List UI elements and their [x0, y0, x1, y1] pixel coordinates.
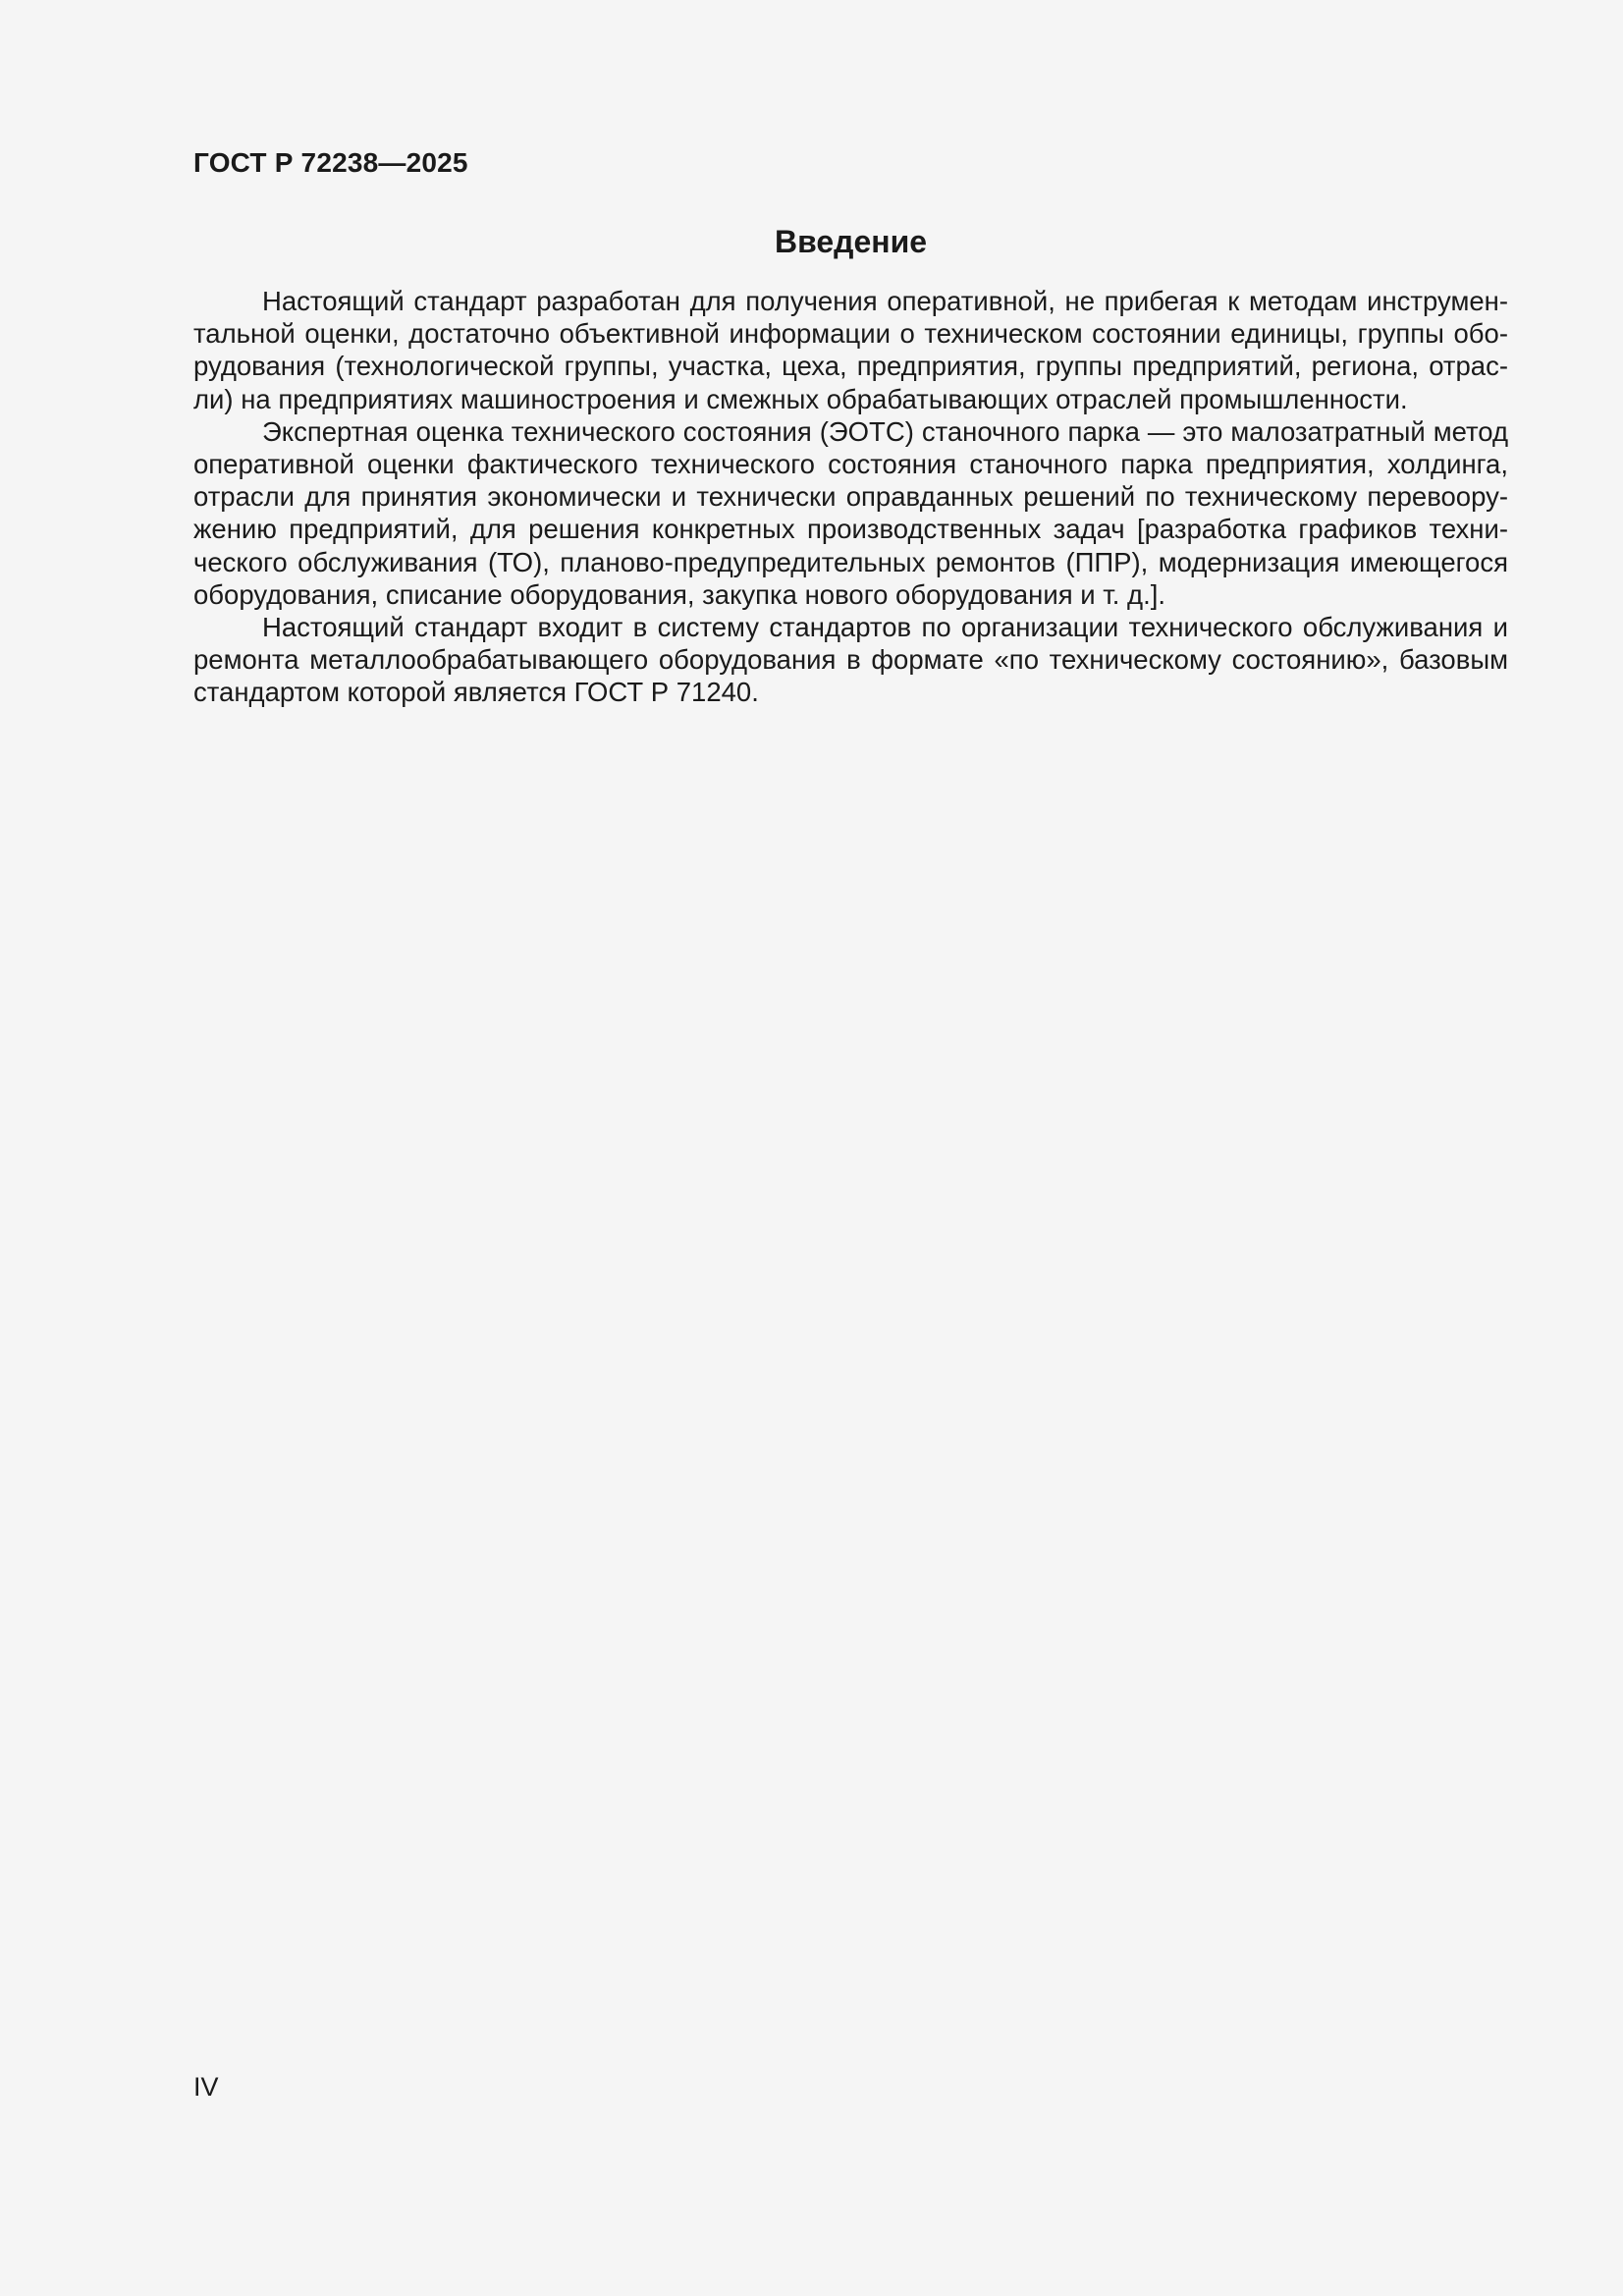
document-code-header: ГОСТ Р 72238—2025: [193, 147, 468, 178]
section-title: Введение: [774, 224, 928, 259]
paragraph: Экспертная оценка технического состояния (ЭОТС) станочного парка — это малозатратный метод оперативной оценки фактического технического состояния станочного парка предприятия, холдинга, отрасли для принятия экономически и технически оправданных решений по техническому перевооружению предприятий, для решения конкретных производственных задач [разработка графиков технического обслуживания (ТО), планово-предупредительных ремонтов (ППР), модернизация имеющегося оборудования, списание оборудования, закупка нового оборудования и т. д.].: [193, 415, 1508, 610]
paragraph: Настоящий стандарт входит в систему стандартов по организации технического обслуживания и ремонта металлообрабатывающего оборудования в формате «по техническому состоянию», базовым стандартом которой является ГОСТ Р 71240.: [193, 612, 1508, 708]
paragraph: Настоящий стандарт разработан для получения оперативной, не прибегая к методам инструментальной оценки, достаточно объективной информации о техническом состоянии единицы, группы оборудования (технологической группы, участка, цеха, предприятия, группы предприятий, региона, отрасли) на предприятиях машиностроения и смежных обрабатывающих отраслей промышленности.: [193, 286, 1508, 414]
page-number: IV: [193, 2072, 219, 2102]
section-body: [193, 285, 1508, 709]
